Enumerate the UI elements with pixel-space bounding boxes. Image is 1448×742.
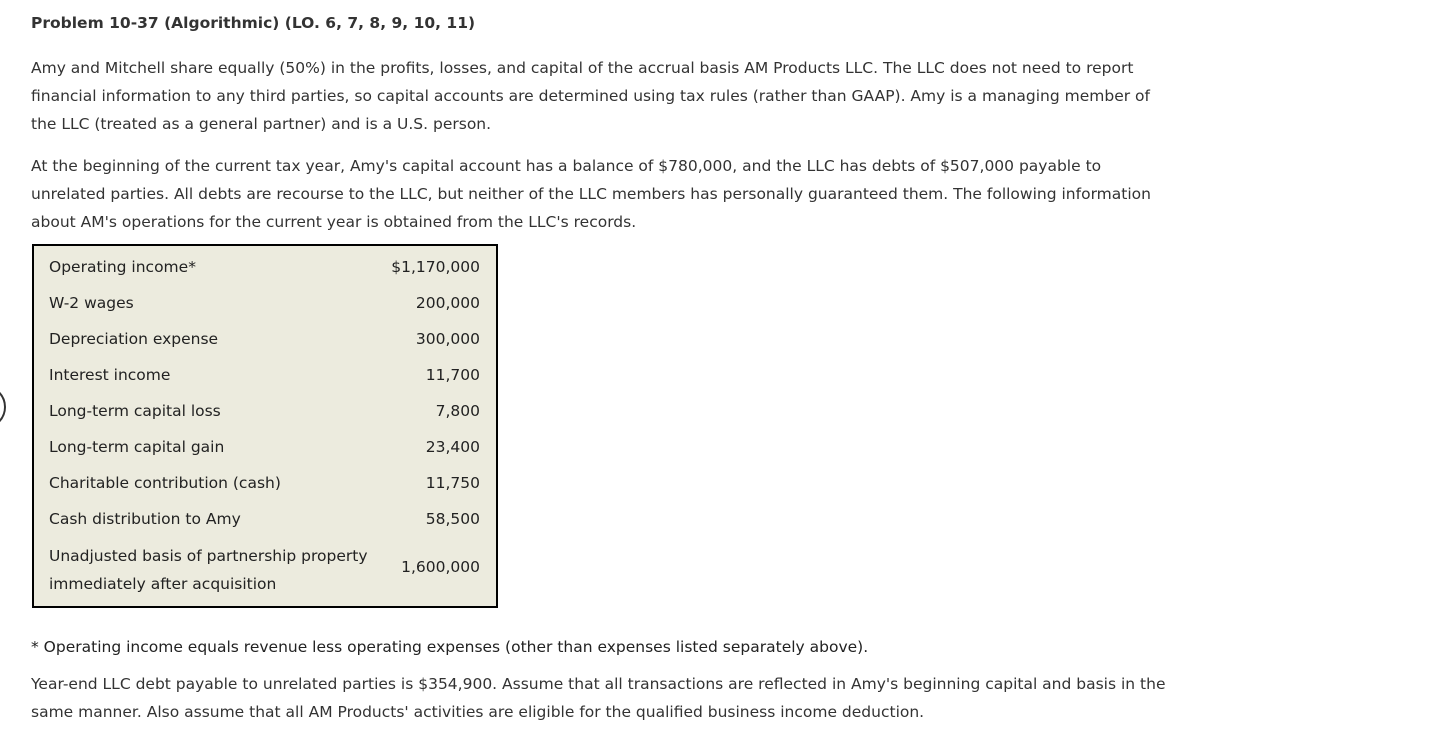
row-label: Interest income [49,366,171,384]
operating-income-footnote: * Operating income equals revenue less operating expenses (other than expenses listed separately above). [31,638,869,656]
closing-paragraph: Year-end LLC debt payable to unrelated parties is $354,900. Assume that all transactions are reflected in Amy's beginning capital and basis in the same manner. Also assume that all AM Products' activities are eligible for the qualified business income deduction. [31,675,1166,721]
row-value: 11,700 [425,366,480,384]
row-value: 58,500 [425,510,480,528]
row-label: W-2 wages [49,294,134,312]
row-label: Cash distribution to Amy [49,510,241,528]
operations-data-table [32,244,498,608]
row-label: Long-term capital loss [49,402,221,420]
row-label: Operating income* [49,258,196,276]
row-value: 23,400 [425,438,480,456]
row-value: 200,000 [415,294,480,312]
problem-title: Problem 10-37 (Algorithmic) (LO. 6, 7, 8, 9, 10, 11) [31,14,476,32]
row-value: 1,600,000 [401,558,480,576]
row-label: Charitable contribution (cash) [49,474,281,492]
row-label: Depreciation expense [49,330,219,348]
intro-paragraph: Amy and Mitchell share equally (50%) in the profits, losses, and capital of the accrual basis AM Products LLC. The LLC does not need to report financial information to any third parties, so capital accounts are determined using tax rules (rather than GAAP). Amy is a managing member of the LLC (treated as a general partner) and is a U.S. person. [31,59,1150,133]
row-value: 7,800 [435,402,480,420]
row-value: 11,750 [425,474,480,492]
row-value: $1,170,000 [391,258,480,276]
row-label: Unadjusted basis of partnership property immediately after acquisition [49,547,368,593]
context-paragraph: At the beginning of the current tax year, Amy's capital account has a balance of $780,000, and the LLC has debts of $507,000 payable to unrelated parties. All debts are recourse to the LLC, but neither of the LLC members has personally guaranteed them. The following information about AM's operations for the current year is obtained from the LLC's records. [31,157,1151,231]
row-label: Long-term capital gain [49,438,225,456]
row-value: 300,000 [415,330,480,348]
edge-circle-icon [0,385,6,429]
